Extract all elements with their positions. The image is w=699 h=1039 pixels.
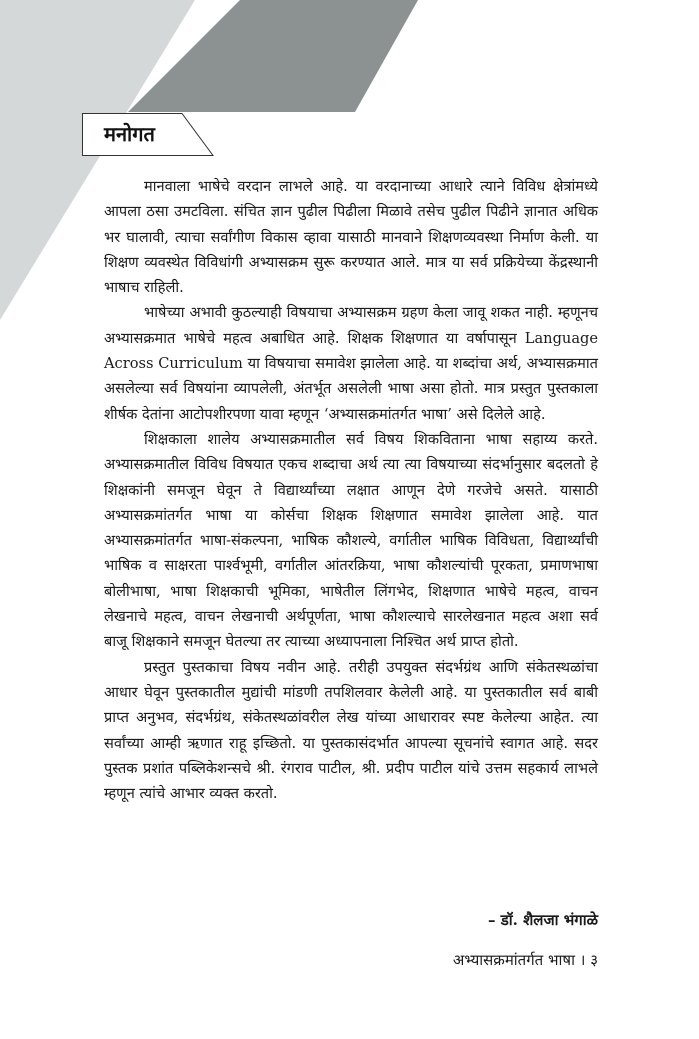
author-signature: – डॉ. शैलजा भंगाळे [488, 911, 598, 929]
paragraph-2: भाषेच्या अभावी कुठल्याही विषयाचा अभ्यासक्रम ग्रहण केला जावू शकत नाही. म्हणूनच अभ्यासक्रमात भाषेचे महत्व अबाधित आहे. शिक्षक शिक्षणात या वर्षापासून Language Across Curriculum या विषयाचा समावेश झालेला आहे. या शब्दांचा अर्थ, अभ्यासक्रमात असलेल्या सर्व विषयांना व्यापलेली, अंतर्भूत असलेली भाषा असा होतो. मात्र प्रस्तुत पुस्तकाला शीर्षक देतांना आटोपशीरपणा यावा म्हणून ‘अभ्यासक्रमांतर्गत भाषा’ असे दिलेले आहे. [104, 304, 598, 423]
paragraph-3: शिक्षकाला शालेय अभ्यासक्रमातील सर्व विषय शिकविताना भाषा सहाय्य करते. अभ्यासक्रमातील विविध विषयात एकच शब्दाचा अर्थ त्या त्या विषयाच्या संदर्भानुसार बदलतो हे शिक्षकांनी समजून घेवून ते विद्यार्थ्यांच्या लक्षात आणून देणे गरजेचे असते. यासाठी अभ्यासक्रमांतर्गत भाषा या कोर्सचा शिक्षक शिक्षणात समावेश झालेला आहे. यात अभ्यासक्रमांतर्गत भाषा-संकल्पना, भाषिक कौशल्ये, वर्गातील भाषिक विविधता, विद्यार्थ्यांची भाषिक व साक्षरता पार्श्वभूमी, वर्गातील आंतरक्रिया, भाषा कौशल्यांची पूरकता, प्रमाणभाषा बोलीभाषा, भाषा शिक्षकाची भूमिका, भाषेतील लिंगभेद, शिक्षणात भाषेचे महत्व, वाचन लेखनाचे महत्व, वाचन लेखनाची अर्थपूर्णता, भाषा कौशल्याचे सारलेखनात महत्व अशा सर्व बाजू शिक्षकाने समजून घेतल्या तर त्याच्या अध्यापनाला निश्चित अर्थ प्राप्त होतो. [104, 430, 598, 651]
body-text [104, 174, 598, 806]
paragraph-4: प्रस्तुत पुस्तकाचा विषय नवीन आहे. तरीही उपयुक्त संदर्भग्रंथ आणि संकेतस्थळांचा आधार घेवून पुस्तकातील मुद्यांची मांडणी तपशिलवार केलेली आहे. या पुस्तकातील सर्व बाबी प्राप्त अनुभव, संदर्भग्रंथ, संकेतस्थळांवरील लेख यांच्या आधारावर स्पष्ट केलेल्या आहेत. त्या सर्वांच्या आम्ही ऋणात राहू इच्छितो. या पुस्तकासंदर्भात आपल्या सूचनांचे स्वागत आहे. सदर पुस्तक प्रशांत पब्लिकेशन्सचे श्री. रंगराव पाटील, श्री. प्रदीप पाटील यांचे उत्तम सहकार्य लाभले म्हणून त्यांचे आभार व्यक्त करतो. [104, 658, 598, 803]
page-title: मनोगत [104, 122, 155, 146]
page-footer: अभ्यासक्रमांतर्गत भाषा । ३ [452, 951, 598, 969]
paragraph-1: मानवाला भाषेचे वरदान लाभले आहे. या वरदानाच्या आधारे त्याने विविध क्षेत्रांमध्ये आपला ठसा उमटविला. संचित ज्ञान पुढील पिढीला मिळावे तसेच पुढील पिढीने ज्ञानात अधिक भर घालावी, त्याचा सर्वांगीण विकास व्हावा यासाठी मानवाने शिक्षणव्यवस्था निर्माण केली. या शिक्षण व्यवस्थेत विविधांगी अभ्यासक्रम सुरू करण्यात आले. मात्र या सर्व प्रक्रियेच्या केंद्रस्थानी भाषाच राहिली. [104, 178, 598, 297]
